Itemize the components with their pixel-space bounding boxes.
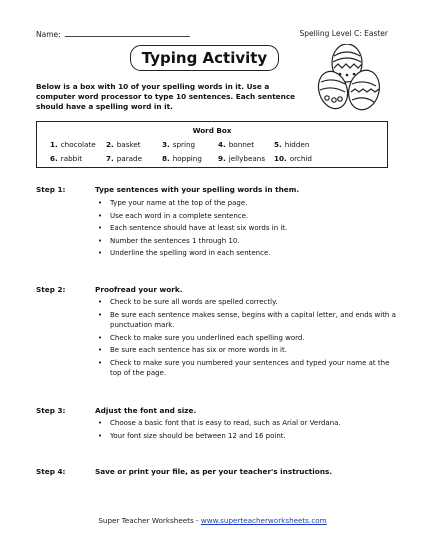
step-1-title: Type sentences with your spelling words in them. [95,185,300,194]
step-2-title: Proofread your work. [95,285,183,294]
step-1-label: Step 1: [36,185,66,194]
list-item: • Your font size should be between 12 and 16 point. [97,431,397,442]
step-3-list [97,418,397,443]
instructions-intro: Below is a box with 10 of your spelling words in it. Use a computer word processor to type 10 sentences. Each sentence should have a spelling word in it. [36,82,296,111]
list-item: • Check to make sure you underlined each spelling word. [97,333,397,344]
step-1-list [97,198,397,261]
word-item: 1. chocolate [50,140,96,149]
list-item: • Type your name at the top of the page. [97,198,397,209]
step-2-list [97,297,397,381]
list-item: • Check to make sure you numbered your sentences and typed your name at the top of the page. [97,358,397,379]
list-item: • Number the sentences 1 through 10. [97,236,397,247]
list-item: • Choose a basic font that is easy to read, such as Arial or Verdana. [97,418,397,429]
spelling-level: Spelling Level C: Easter [299,29,388,38]
word-item: 5. hidden [274,140,310,149]
list-item: • Be sure each sentence has six or more words in it. [97,345,397,356]
word-item: 8. hopping [162,154,202,163]
word-item: 9. jellybeans [218,154,266,163]
word-row [37,154,387,164]
word-item: 3. spring [162,140,196,149]
page-title: Typing Activity [141,49,268,67]
step-3-title: Adjust the font and size. [95,406,197,415]
step-2-label: Step 2: [36,285,66,294]
title-banner [130,45,279,71]
step-3-label: Step 3: [36,406,66,415]
list-item: • Underline the spelling word in each sentence. [97,248,397,259]
footer-link[interactable]: www.superteacherworksheets.com [200,516,327,525]
list-item: • Use each word in a complete sentence. [97,211,397,222]
step-4-title: Save or print your file, as per your teacher's instructions. [95,467,333,476]
name-label: Name: [36,30,61,39]
list-item: • Check to be sure all words are spelled correctly. [97,297,397,308]
word-item: 10. orchid [274,154,312,163]
word-row [37,140,387,150]
word-item: 7. parade [106,154,143,163]
word-box [36,121,388,168]
step-4-label: Step 4: [36,467,66,476]
footer [0,516,425,525]
list-item: • Be sure each sentence makes sense, begins with a capital letter, and ends with a punctuation mark. [97,310,397,331]
list-item: • Each sentence should have at least six words in it. [97,223,397,234]
word-item: 2. basket [106,140,141,149]
word-box-title: Word Box [192,126,232,135]
easter-eggs-icon [314,44,384,112]
word-item: 4. bonnet [218,140,255,149]
name-line [65,29,190,37]
word-item: 6. rabbit [50,154,83,163]
footer-prefix: Super Teacher Worksheets - [98,516,201,525]
name-field [36,29,190,39]
